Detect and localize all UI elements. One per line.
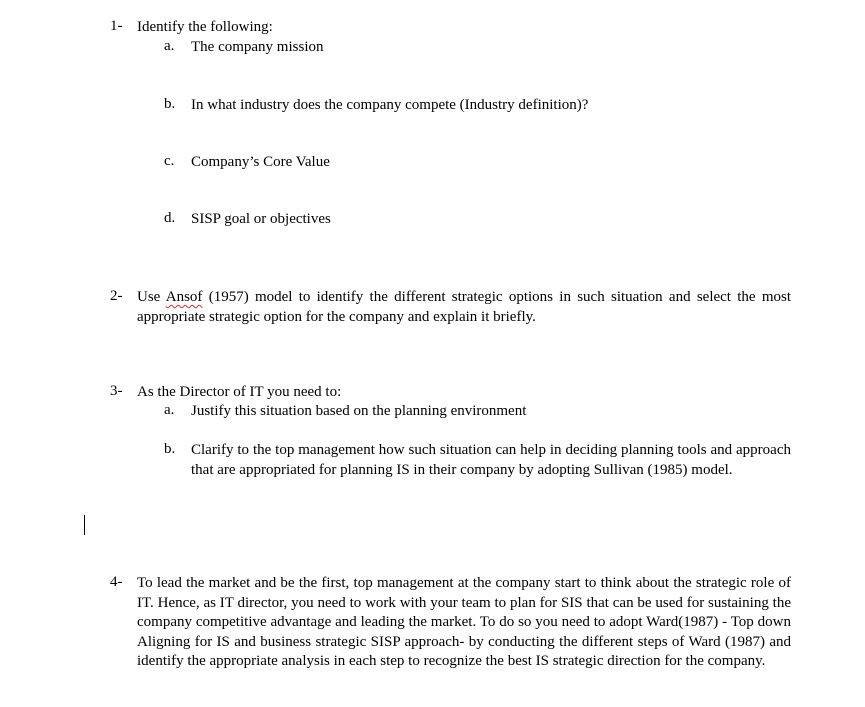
- q1-b-text: In what industry does the company compete (Industry definition)?: [191, 97, 589, 113]
- q1-number: 1-: [110, 18, 123, 34]
- q1-a-letter: a.: [164, 38, 175, 54]
- q3-text: As the Director of IT you need to:: [137, 384, 342, 400]
- q2-text: [137, 288, 791, 327]
- q2-text-after: (1957) model to identify the different strategic options in such situation and select the most appropriate strategic option for the company and explain it briefly.: [137, 289, 791, 325]
- q3-a-text: Justify this situation based on the planning environment: [191, 403, 527, 419]
- q4-number: 4-: [110, 574, 123, 590]
- q2-text-before: Use: [137, 289, 166, 305]
- q1-c-text: Company’s Core Value: [191, 154, 330, 170]
- q1-d-text: SISP goal or objectives: [191, 211, 331, 227]
- text-cursor: [84, 515, 85, 535]
- q3-a-letter: a.: [164, 402, 175, 418]
- q1-b-letter: b.: [164, 96, 176, 112]
- q1-c-letter: c.: [164, 153, 175, 169]
- q1-text: Identify the following:: [137, 19, 273, 35]
- q1-d-letter: d.: [164, 210, 176, 226]
- q2-flagged-word: Ansof: [165, 289, 203, 305]
- q3-b-text: Clarify to the top management how such situation can help in deciding planning tools and approach that are appropriated for planning IS in their company by adopting Sullivan (1985) model.: [191, 442, 791, 478]
- q1-a-text: The company mission: [191, 39, 324, 55]
- q4-text: To lead the market and be the first, top management at the company start to think about the strategic role of IT. Hence, as IT director, you need to work with your team to plan for SIS that can be used for sustaining the company competitive advantage and leading the market. To do so you need to adopt Ward(1987) - Top down Aligning for IS and business strategic SISP approach- by conducting the different steps of Ward (1987) and identify the appropriate analysis in each step to recognize the best IS strategic direction for the company.: [137, 575, 791, 669]
- q3-b-letter: b.: [164, 441, 176, 457]
- q2-number: 2-: [110, 288, 123, 304]
- q3-number: 3-: [110, 383, 123, 399]
